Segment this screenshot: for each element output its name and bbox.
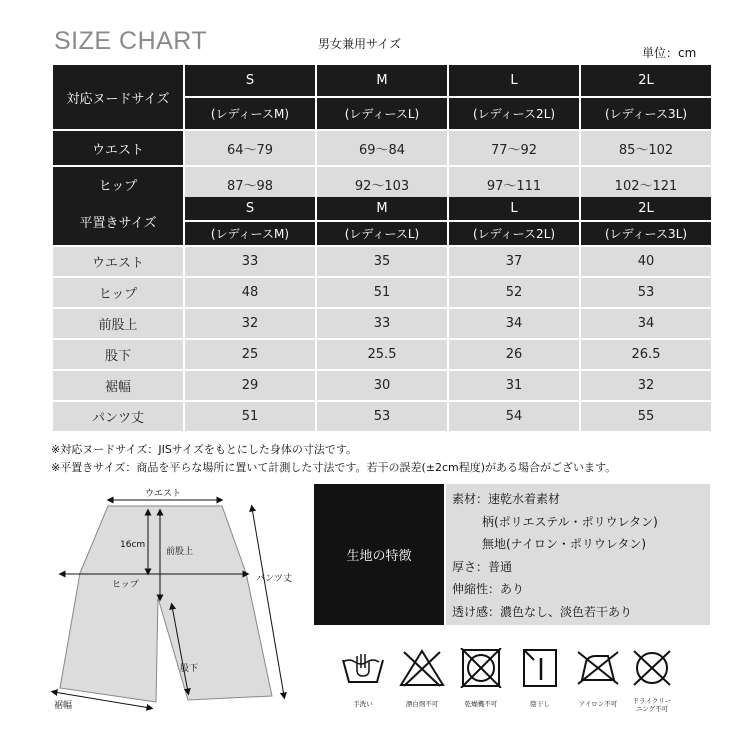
table-cell: 51 — [317, 278, 447, 307]
care-label-no-bleach: 漂白剤不可 — [405, 700, 439, 708]
table-cell: 30 — [317, 371, 447, 400]
table-cell: 102～121 — [581, 167, 711, 201]
diagram-pants-length-label: パンツ丈 — [256, 574, 293, 584]
no-bleach-icon — [398, 648, 446, 688]
care-label-drip-dry: 陰干し — [530, 700, 550, 708]
fabric-stretch: 伸縮性：あり — [452, 582, 525, 597]
note-flat-size: ※平置きサイズ：商品を平らな場所に置いて計測した寸法です。若干の誤差(±2cm程度)がある場合がございます。 — [51, 461, 617, 474]
fabric-details — [446, 484, 710, 625]
no-iron-icon — [574, 648, 622, 688]
table-cell: 53 — [581, 278, 711, 307]
table-cell: 85～102 — [581, 131, 711, 165]
row-label: 前股上 — [53, 309, 183, 338]
row-label: 裾幅 — [53, 371, 183, 400]
care-label-no-dry-clean-line1: ドライクリー — [632, 697, 672, 705]
table-cell: 26 — [449, 340, 579, 369]
body-size-table — [51, 63, 713, 203]
table-cell: 26.5 — [581, 340, 711, 369]
size-2l: 2L — [581, 65, 711, 96]
table-cell: 25.5 — [317, 340, 447, 369]
size-s: S — [185, 65, 315, 96]
fabric-material: 素材：速乾水着素材 — [452, 492, 561, 506]
table-cell: 97～111 — [449, 167, 579, 201]
diagram-16cm-label: 16cm — [120, 540, 146, 550]
no-dry-clean-icon — [628, 648, 676, 688]
shorts-diagram — [40, 478, 320, 718]
size-2l: 2L — [581, 197, 711, 220]
care-label-hand-wash: 手洗い — [353, 700, 373, 708]
table-cell: 77～92 — [449, 131, 579, 165]
row-label: 股下 — [53, 340, 183, 369]
row-label: パンツ丈 — [53, 402, 183, 431]
table-row — [53, 340, 711, 369]
body-size-label: 対応ヌードサイズ — [53, 65, 183, 129]
size-equivalent: (レディースL) — [317, 98, 447, 129]
row-label: ウエスト — [53, 247, 183, 276]
table-cell: 52 — [449, 278, 579, 307]
table-row — [53, 371, 711, 400]
size-equivalent: (レディースM) — [185, 222, 315, 245]
size-equivalent: (レディースL) — [317, 222, 447, 245]
table-cell: 64～79 — [185, 131, 315, 165]
table-cell: 54 — [449, 402, 579, 431]
fabric-sheerness: 透け感：濃色なし、淡色若干あり — [452, 604, 633, 619]
no-tumble-dry-icon — [457, 648, 505, 688]
table-row — [53, 309, 711, 338]
table-row — [53, 131, 711, 165]
table-cell: 25 — [185, 340, 315, 369]
size-l: L — [449, 197, 579, 220]
table-cell: 29 — [185, 371, 315, 400]
table-cell: 33 — [317, 309, 447, 338]
fabric-solid: 無地(ナイロン・ポリウレタン) — [482, 537, 647, 552]
table-cell: 33 — [185, 247, 315, 276]
diagram-waist-label: ウエスト — [145, 489, 182, 499]
flat-size-table — [51, 195, 713, 433]
table-cell: 55 — [581, 402, 711, 431]
size-l: L — [449, 65, 579, 96]
page-title: SIZE CHART — [54, 27, 208, 55]
table-cell: 32 — [185, 309, 315, 338]
diagram-hip-label: ヒップ — [112, 580, 139, 590]
page-subtitle: 男女兼用サイズ — [318, 37, 402, 51]
care-label-no-tumble-dry: 乾燥機不可 — [464, 700, 498, 708]
table-cell: 69～84 — [317, 131, 447, 165]
shorts-illustration — [40, 478, 320, 718]
unit-label: 単位：cm — [642, 46, 697, 60]
table-cell: 34 — [449, 309, 579, 338]
size-equivalent: (レディース2L) — [449, 222, 579, 245]
size-m: M — [317, 65, 447, 96]
hand-wash-icon — [339, 648, 387, 688]
table-cell: 48 — [185, 278, 315, 307]
care-label-no-iron: アイロン不可 — [578, 700, 618, 708]
table-cell: 53 — [317, 402, 447, 431]
table-row — [53, 247, 711, 276]
table-cell: 92～103 — [317, 167, 447, 201]
size-equivalent: (レディース3L) — [581, 98, 711, 129]
fabric-thickness: 厚さ：普通 — [452, 559, 513, 574]
diagram-hem-label: 裾幅 — [54, 701, 73, 711]
table-row — [53, 278, 711, 307]
table-cell: 40 — [581, 247, 711, 276]
size-m: M — [317, 197, 447, 220]
row-label: ヒップ — [53, 167, 183, 201]
table-cell: 34 — [581, 309, 711, 338]
row-label: ウエスト — [53, 131, 183, 165]
fabric-pattern: 柄(ポリエステル・ポリウレタン) — [482, 514, 658, 529]
size-equivalent: (レディース3L) — [581, 222, 711, 245]
table-cell: 51 — [185, 402, 315, 431]
drip-dry-icon — [516, 648, 564, 688]
diagram-inseam-label: 股下 — [180, 664, 199, 674]
table-cell: 87～98 — [185, 167, 315, 201]
size-equivalent: (レディースM) — [185, 98, 315, 129]
diagram-front-rise-label: 前股上 — [166, 547, 194, 557]
table-cell: 32 — [581, 371, 711, 400]
care-label-no-dry-clean-line2: ニング不可 — [635, 705, 669, 713]
row-label: ヒップ — [53, 278, 183, 307]
table-cell: 31 — [449, 371, 579, 400]
flat-size-label: 平置きサイズ — [53, 197, 183, 245]
note-body-size: ※対応ヌードサイズ：JISサイズをもとにした身体の寸法です。 — [51, 443, 358, 456]
size-equivalent: (レディース2L) — [449, 98, 579, 129]
care-label-no-dry-clean — [626, 697, 678, 713]
table-cell: 37 — [449, 247, 579, 276]
size-s: S — [185, 197, 315, 220]
shorts-shape — [60, 506, 272, 702]
fabric-heading: 生地の特徴 — [314, 484, 444, 625]
table-cell: 35 — [317, 247, 447, 276]
table-row — [53, 402, 711, 431]
